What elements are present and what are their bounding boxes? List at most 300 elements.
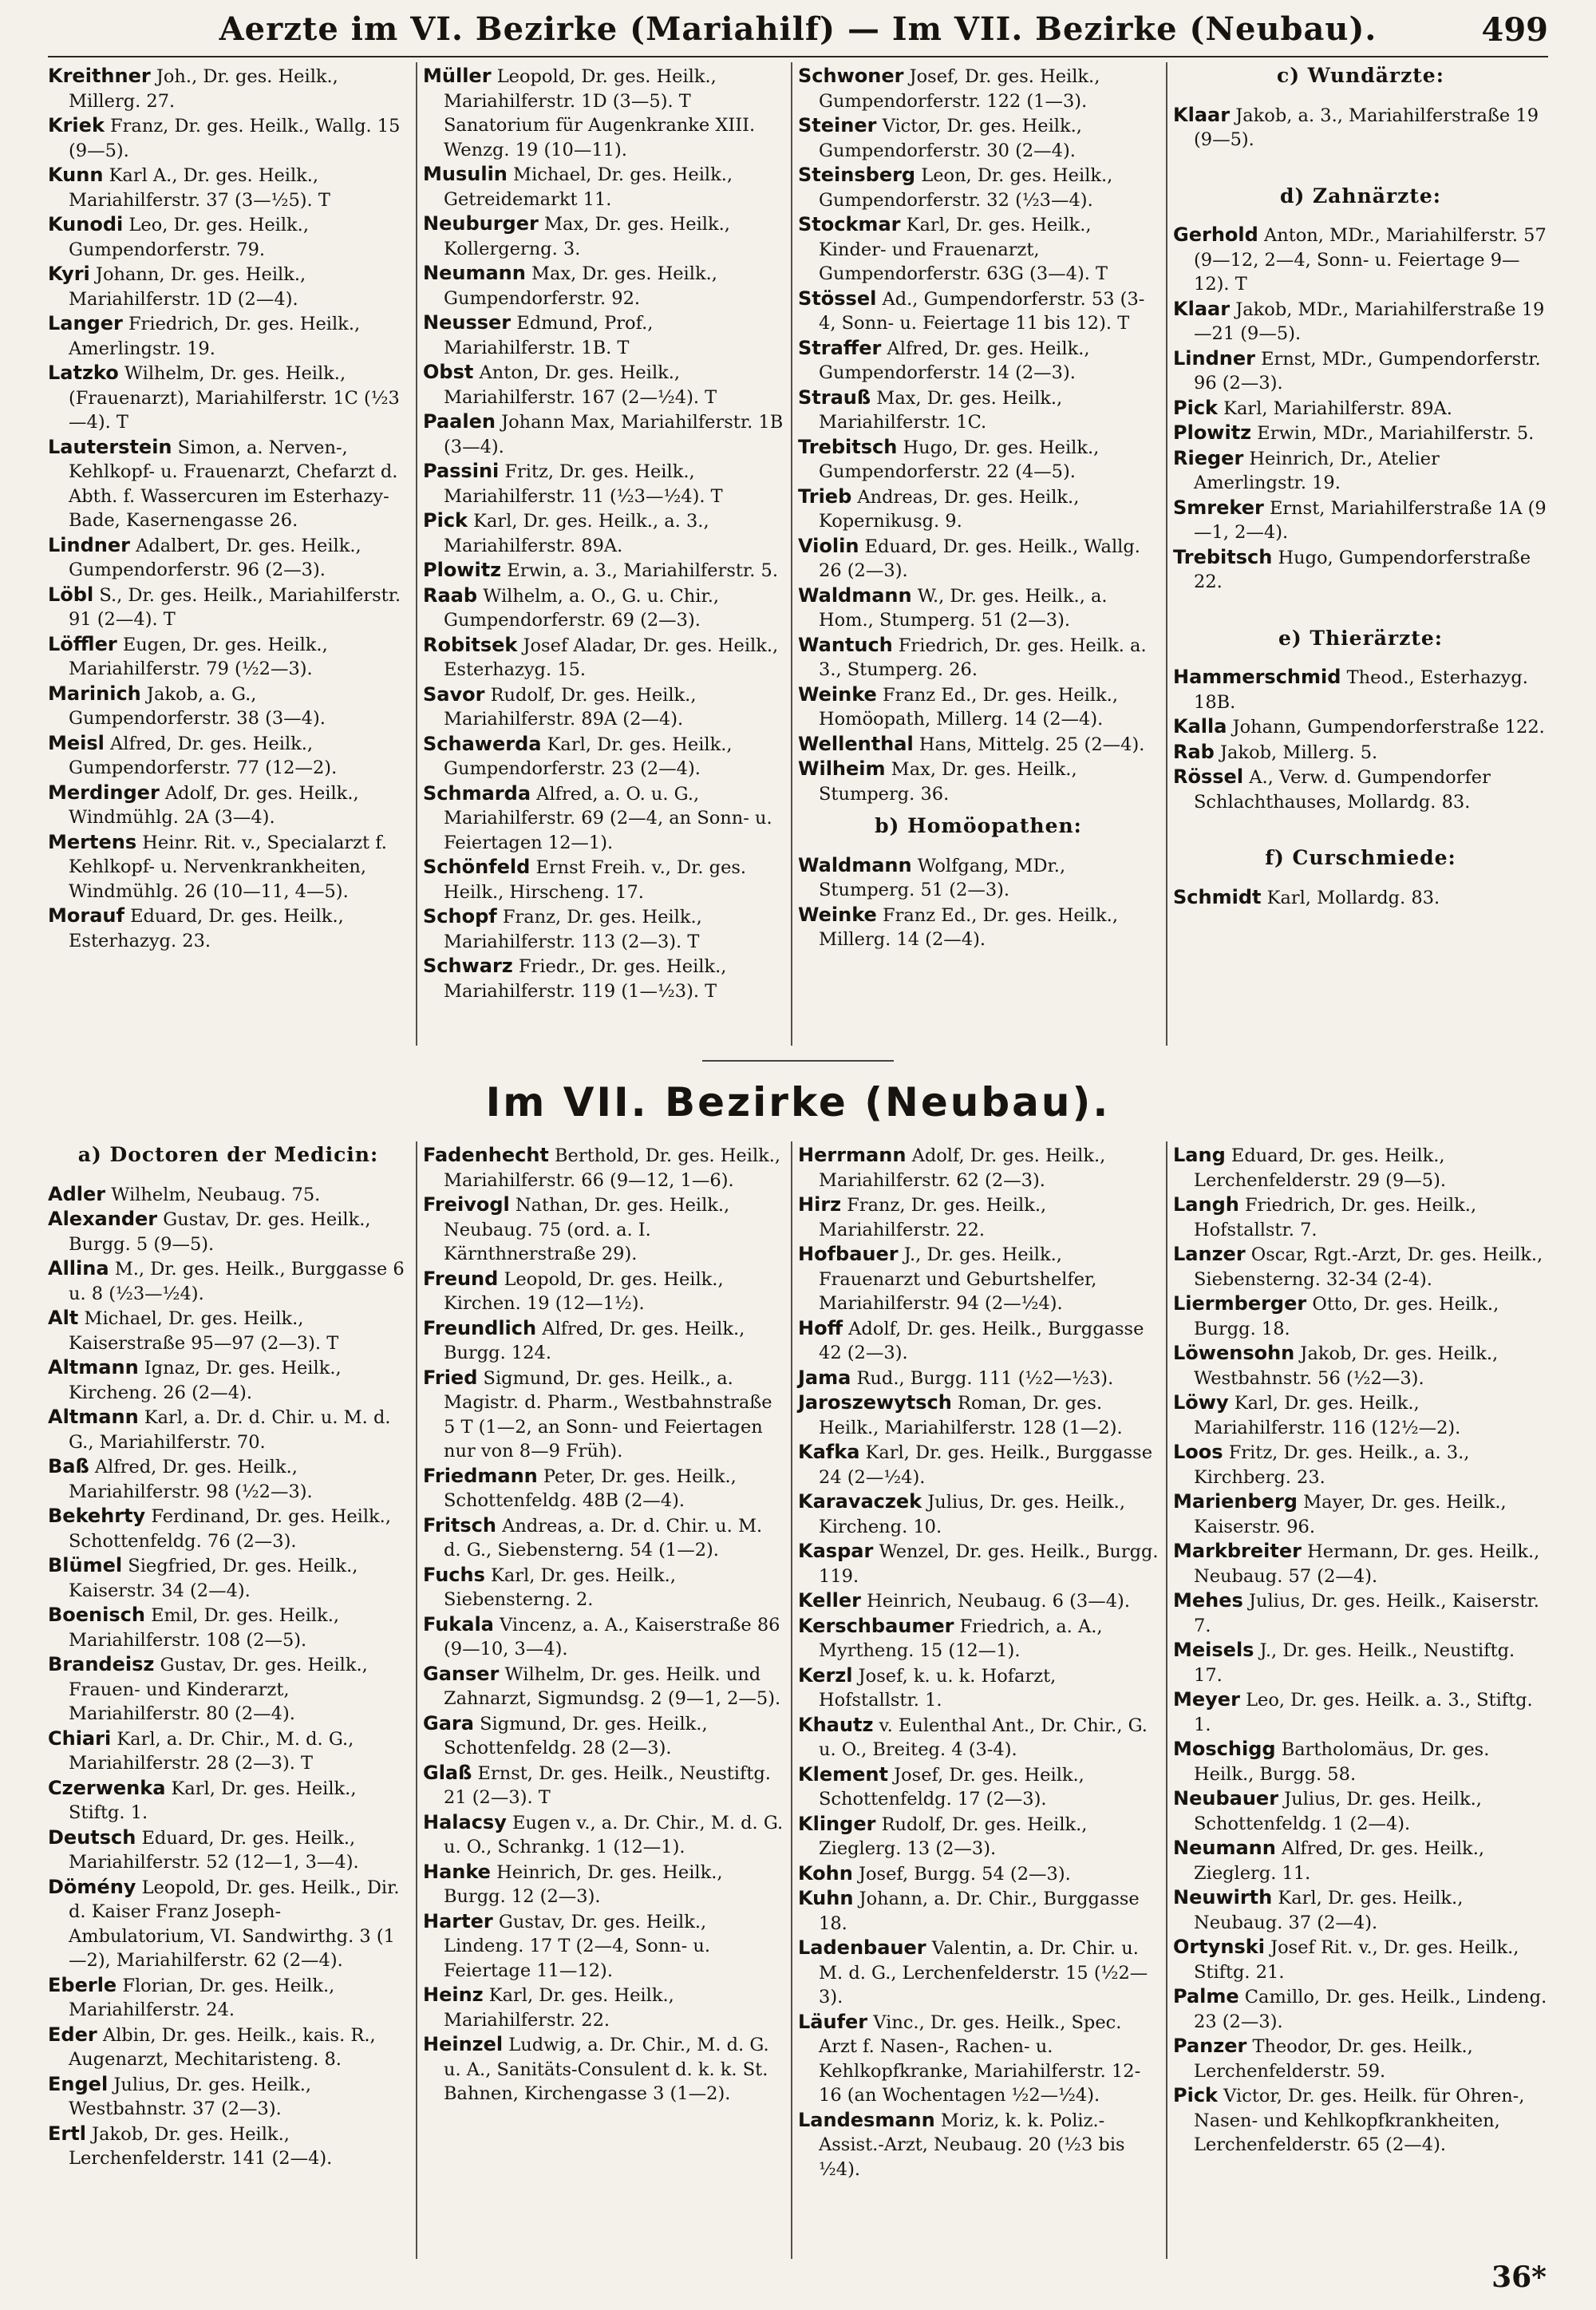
entry-details: Heinr. Rit. v., Specialarzt f. Kehlkopf- u. Nervenkrankheiten, Windmühlg. 26 (10—11, 4—5). — [69, 832, 387, 902]
directory-entry — [798, 534, 1159, 583]
entry-details: Ad., Gumpendorferstr. 53 (3-4, Sonn- u. Feiertage 11 bis 12). T — [819, 288, 1145, 334]
directory-entry — [1173, 1341, 1548, 1390]
entry-surname: Lanzer — [1173, 1243, 1246, 1265]
entry-details: Julius, Dr. ges. Heilk., Westbahnstr. 37 (2—3). — [69, 2074, 312, 2119]
entry-surname: Hammerschmid — [1173, 666, 1341, 688]
directory-entry — [1173, 103, 1548, 152]
entry-details: Eduard, Dr. ges. Heilk., Mariahilferstr. 52 (12—1, 3—4). — [69, 1827, 359, 1873]
top-column-3-list — [798, 64, 1159, 806]
entry-details: Jakob, a. 3., Mariahilferstraße 19 (9—5). — [1194, 105, 1539, 150]
directory-entry — [798, 485, 1159, 534]
directory-entry — [48, 311, 409, 361]
entry-details: Max, Dr. ges. Heilk., Gumpendorferstr. 92. — [444, 263, 717, 309]
entry-details: S., Dr. ges. Heilk., Mariahilferstr. 91 (2—4). T — [69, 584, 401, 630]
entry-details: Karl, Dr. ges. Heilk., Gumpendorferstr. 23 (2—4). — [444, 734, 733, 779]
entry-surname: Lindner — [1173, 346, 1255, 370]
directory-entry — [798, 853, 1159, 903]
entry-surname: Engel — [48, 2072, 109, 2095]
entry-surname: Schawerda — [423, 732, 542, 755]
directory-entry — [48, 2023, 409, 2072]
entry-surname: Klaar — [1173, 297, 1231, 320]
entry-details: Josef, Dr. ges. Heilk., Gumpendorferstr. 122 (1—3). — [819, 66, 1100, 112]
directory-entry — [423, 459, 784, 508]
entry-details: W., Dr. ges. Heilk., a. Hom., Stumperg. 51 (2—3). — [819, 585, 1108, 631]
directory-entry — [798, 1242, 1159, 1316]
entry-details: Leopold, Dr. ges. Heilk., Dir. d. Kaiser Franz Joseph-Ambulatorium, VI. Sandwirthg. 3 (1—2), Mariahilferstr. 62 (2—4). — [69, 1877, 400, 1971]
entry-details: Josef, k. u. k. Hofarzt, Hofstallstr. 1. — [819, 1665, 1057, 1711]
zahnaerzte-list — [1173, 223, 1548, 595]
entry-details: Ernst, MDr., Gumpendorferstr. 96 (2—3). — [1194, 348, 1541, 394]
entry-surname: Eberle — [48, 1973, 117, 1996]
directory-entry — [48, 1825, 409, 1875]
directory-entry — [798, 64, 1159, 113]
directory-entry — [798, 1390, 1159, 1440]
directory-entry — [48, 1652, 409, 1727]
directory-entry — [798, 682, 1159, 732]
directory-entry — [423, 1366, 784, 1464]
directory-entry — [1173, 1539, 1548, 1588]
entry-surname: Mertens — [48, 830, 137, 853]
entry-details: Johann, Dr. ges. Heilk., Mariahilferstr. 1D (2—4). — [69, 264, 306, 310]
entry-details: Wolfgang, MDr., Stumperg. 51 (2—3). — [819, 855, 1066, 900]
entry-details: Vinc., Dr. ges. Heilk., Spec. Arzt f. Nasen-, Rachen- u. Kehlkopfkranke, Mariahilferstr. 12-16 (an Wochentagen ½2—½4). — [819, 2011, 1141, 2106]
directory-entry — [48, 830, 409, 904]
directory-entry — [1173, 1737, 1548, 1786]
entry-details: Heinrich, Dr. ges. Heilk., Burgg. 12 (2—3). — [444, 1861, 723, 1907]
directory-entry — [798, 1812, 1159, 1861]
directory-entry — [1173, 1193, 1548, 1242]
directory-entry — [798, 1489, 1159, 1539]
directory-entry — [423, 1909, 784, 1984]
entry-details: Gustav, Dr. ges. Heilk., Lindeng. 17 T (2—4, Sonn- u. Feiertage 11—12). — [444, 1911, 711, 1981]
entry-surname: Fuchs — [423, 1563, 485, 1586]
directory-entry — [798, 2108, 1159, 2182]
entry-surname: Khautz — [798, 1713, 874, 1736]
entry-details: Karl, Mollardg. 83. — [1261, 887, 1440, 908]
column-divider — [791, 1141, 792, 2259]
entry-details: Ernst, Dr. ges. Heilk., Neustiftg. 21 (2—3). T — [444, 1762, 771, 1808]
entry-details: J., Dr. ges. Heilk., Neustiftg. 17. — [1194, 1640, 1515, 1686]
entry-details: Nathan, Dr. ges. Heilk., Neubaug. 75 (ord. a. I. Kärnthnerstraße 29). — [444, 1195, 730, 1264]
directory-entry — [48, 113, 409, 163]
entry-surname: Schönfeld — [423, 856, 531, 878]
directory-entry — [48, 533, 409, 583]
entry-surname: Müller — [423, 65, 492, 87]
entry-details: Alfred, Dr. ges. Heilk., Gumpendorferstr. 14 (2—3). — [819, 338, 1090, 383]
running-head — [48, 5, 1548, 53]
entry-surname: Pick — [423, 509, 468, 532]
directory-entry — [48, 1256, 409, 1306]
directory-entry — [423, 1316, 784, 1366]
directory-entry — [1173, 446, 1548, 496]
directory-entry — [48, 163, 409, 212]
entry-details: Eugen v., a. Dr. Chir., M. d. G. u. O., Schrankg. 1 (12—1). — [444, 1812, 784, 1857]
entry-details: Florian, Dr. ges. Heilk., Mariahilferstr. 24. — [69, 1975, 335, 2020]
directory-entry — [798, 163, 1159, 212]
directory-entry — [423, 1761, 784, 1810]
entry-details: Eugen, Dr. ges. Heilk., Mariahilferstr. 79 (½2—3). — [69, 634, 328, 679]
entry-surname: Steiner — [798, 114, 877, 136]
entry-details: Siegfried, Dr. ges. Heilk., Kaiserstr. 34 (2—4). — [69, 1556, 358, 1601]
directory-entry — [798, 113, 1159, 163]
directory-entry — [1173, 1143, 1548, 1193]
directory-entry — [1173, 714, 1548, 740]
directory-entry — [1173, 396, 1548, 421]
entry-details: Michael, Dr. ges. Heilk., Getreidemarkt 11. — [444, 164, 733, 210]
entry-surname: Paalen — [423, 410, 496, 433]
entry-details: Wilhelm, a. O., G. u. Chir., Gumpendorferstr. 69 (2—3). — [444, 585, 720, 631]
entry-surname: Freund — [423, 1267, 499, 1290]
directory-entry — [1173, 1687, 1548, 1737]
entry-details: Eduard, Dr. ges. Heilk., Esterhazyg. 23. — [69, 906, 344, 951]
entry-surname: Klaar — [1173, 103, 1231, 126]
entry-surname: Liermberger — [1173, 1292, 1307, 1315]
directory-entry — [798, 336, 1159, 386]
entry-surname: Kohn — [798, 1861, 853, 1885]
entry-details: Victor, Dr. ges. Heilk. für Ohren-, Nasen- und Kehlkopfkrankheiten, Lerchenfelderstr. 65 (2—4). — [1194, 2086, 1525, 2155]
directory-entry — [798, 732, 1159, 757]
directory-entry — [423, 855, 784, 904]
entry-surname: Rössel — [1173, 765, 1244, 788]
directory-entry — [1173, 1489, 1548, 1539]
entry-surname: Rab — [1173, 740, 1215, 763]
directory-entry — [798, 1936, 1159, 2010]
entry-surname: Ertl — [48, 2122, 86, 2145]
entry-surname: Lauterstein — [48, 435, 172, 458]
entry-surname: Schmarda — [423, 781, 531, 805]
column-divider — [416, 1141, 417, 2259]
entry-surname: Ortynski — [1173, 1936, 1265, 1958]
directory-entry — [1173, 1786, 1548, 1836]
entry-surname: Langh — [1173, 1193, 1239, 1216]
directory-entry — [423, 1860, 784, 1909]
entry-surname: Wilheim — [798, 757, 886, 780]
directory-entry — [423, 781, 784, 856]
directory-entry — [423, 1143, 784, 1193]
entry-details: Heinrich, Neubaug. 6 (3—4). — [861, 1591, 1130, 1612]
directory-entry — [798, 1886, 1159, 1936]
directory-entry — [48, 2122, 409, 2171]
directory-entry — [423, 261, 784, 311]
directory-entry — [1173, 1935, 1548, 1984]
directory-entry — [798, 1440, 1159, 1489]
entry-details: Alfred, Dr. ges. Heilk., Burgg. 124. — [444, 1318, 745, 1363]
directory-entry — [48, 682, 409, 731]
entry-surname: Landesmann — [798, 2108, 935, 2131]
entry-surname: Czerwenka — [48, 1776, 166, 1799]
entry-details: Adalbert, Dr. ges. Heilk., Gumpendorferstr. 96 (2—3). — [69, 535, 361, 580]
directory-entry — [423, 360, 784, 409]
entry-surname: Marinich — [48, 682, 141, 705]
directory-entry — [423, 508, 784, 558]
entry-details: Johann, a. Dr. Chir., Burggasse 18. — [819, 1889, 1140, 1934]
entry-details: Adolf, Dr. ges. Heilk., Burggasse 42 (2—3). — [819, 1318, 1144, 1363]
bottom-column-4 — [1173, 1143, 1548, 2158]
entry-details: Karl, Dr. ges. Heilk., Kinder- und Frauenarzt, Gumpendorferstr. 63G (3—4). T — [819, 215, 1108, 284]
entry-surname: Neumann — [423, 262, 526, 284]
directory-entry — [423, 162, 784, 212]
entry-details: Otto, Dr. ges. Heilk., Burgg. 18. — [1194, 1294, 1499, 1339]
entry-surname: Kriek — [48, 114, 105, 136]
entry-details: Hermann, Dr. ges. Heilk., Neubaug. 57 (2—4). — [1194, 1541, 1540, 1587]
entry-surname: Löbl — [48, 583, 94, 606]
entry-details: Theod., Esterhazyg. 18B. — [1194, 667, 1528, 713]
directory-entry — [423, 1464, 784, 1513]
entry-surname: Rieger — [1173, 446, 1244, 469]
entry-details: Leopold, Dr. ges. Heilk., Mariahilferstr. 1D (3—5). T Sanatorium für Augenkranke XIII. Wenzg. 19 (10—11). — [444, 66, 756, 160]
entry-surname: Fadenhecht — [423, 1144, 549, 1166]
entry-details: Anton, MDr., Mariahilferstr. 57 (9—12, 2—4, Sonn- u. Feiertage 9—12). T — [1194, 225, 1547, 295]
directory-entry — [423, 904, 784, 954]
directory-entry — [48, 731, 409, 781]
directory-entry — [48, 1454, 409, 1504]
entry-surname: Meyer — [1173, 1688, 1240, 1711]
entry-details: Karl, Dr. ges. Heilk., a. 3., Mariahilferstr. 89A. — [444, 511, 709, 556]
directory-entry — [798, 212, 1159, 287]
directory-entry — [423, 64, 784, 162]
entry-surname: Weinke — [798, 903, 877, 926]
wundaerzte-list — [1173, 103, 1548, 152]
entry-details: Jakob, a. G., Gumpendorferstr. 38 (3—4). — [69, 683, 326, 729]
entry-details: Leopold, Dr. ges. Heilk., Kirchen. 19 (12—1½). — [444, 1268, 724, 1314]
directory-entry — [1173, 1885, 1548, 1935]
entry-details: Victor, Dr. ges. Heilk., Gumpendorferstr. 30 (2—4). — [819, 116, 1082, 161]
entry-surname: Savor — [423, 682, 485, 706]
entry-surname: Waldmann — [798, 853, 912, 876]
directory-entry — [1173, 1390, 1548, 1440]
bottom-column-1 — [48, 1143, 409, 2171]
entry-surname: Loos — [1173, 1441, 1223, 1463]
directory-entry — [423, 732, 784, 781]
directory-entry — [48, 361, 409, 435]
directory-entry — [798, 583, 1159, 633]
entry-details: Friedrich, Dr. ges. Heilk., Hofstallstr. 7. — [1194, 1195, 1477, 1240]
entry-surname: Alt — [48, 1307, 79, 1329]
section-divider — [702, 1060, 894, 1062]
entry-surname: Obst — [423, 361, 474, 383]
entry-details: Erwin, a. 3., Mariahilferstr. 5. — [501, 560, 778, 581]
entry-surname: Bekehrty — [48, 1505, 146, 1527]
section-heading-zahnaerzte: d) Zahnärzte: — [1279, 184, 1442, 208]
directory-entry — [423, 558, 784, 583]
entry-details: Moriz, k. k. Poliz.-Assist.-Arzt, Neubaug. 20 (½3 bis ½4). — [819, 2110, 1125, 2180]
entry-surname: Boenisch — [48, 1604, 145, 1626]
entry-details: Rudolf, Dr. ges. Heilk., Mariahilferstr. 89A (2—4). — [444, 684, 697, 730]
entry-details: Hugo, Dr. ges. Heilk., Gumpendorferstr. 22 (4—5). — [819, 437, 1100, 482]
entry-surname: Neubauer — [1173, 1787, 1279, 1810]
entry-surname: Lang — [1173, 1144, 1226, 1166]
entry-surname: Löwensohn — [1173, 1342, 1295, 1364]
directory-entry — [423, 311, 784, 360]
entry-surname: Wellenthal — [798, 732, 914, 755]
homoeopathen-list — [798, 853, 1159, 952]
directory-entry — [1173, 2034, 1548, 2083]
section-heading-wundaerzte: c) Wundärzte: — [1277, 64, 1444, 87]
bottom-column-3 — [798, 1143, 1159, 2181]
entry-surname: Langer — [48, 312, 123, 334]
entry-details: Franz Ed., Dr. ges. Heilk., Homöopath, Millerg. 14 (2—4). — [819, 684, 1118, 730]
entry-surname: Fukala — [423, 1612, 494, 1636]
entry-details: Jakob, Dr. ges. Heilk., Lerchenfelderstr. 141 (2—4). — [69, 2123, 333, 2169]
entry-details: Jakob, Dr. ges. Heilk., Westbahnstr. 56 (½2—3). — [1194, 1343, 1499, 1389]
top-column-2 — [423, 64, 784, 1003]
entry-details: Jakob, MDr., Mariahilferstraße 19—21 (9—5). — [1194, 299, 1545, 344]
directory-entry — [1173, 1836, 1548, 1885]
entry-surname: Herrmann — [798, 1144, 907, 1166]
signature-mark: 36* — [1491, 2261, 1547, 2294]
entry-details: Heinrich, Dr., Atelier Amerlingstr. 19. — [1194, 448, 1440, 493]
entry-surname: Stockmar — [798, 213, 901, 235]
entry-surname: Heinzel — [423, 2033, 504, 2055]
entry-details: Wenzel, Dr. ges. Heilk., Burgg. 119. — [819, 1541, 1159, 1587]
entry-surname: Gara — [423, 1711, 474, 1734]
entry-details: Gustav, Dr. ges. Heilk., Burgg. 5 (9—5). — [69, 1209, 371, 1255]
directory-entry — [423, 1193, 784, 1267]
section-heading-curschmiede: f) Curschmiede: — [1265, 846, 1456, 869]
entry-details: Albin, Dr. ges. Heilk., kais. R., Augenarzt, Mechitaristeng. 8. — [69, 2024, 376, 2070]
directory-entry — [48, 583, 409, 632]
entry-details: Karl, Dr. ges. Heilk., Mariahilferstr. 22. — [444, 1985, 674, 2031]
directory-entry — [798, 1588, 1159, 1614]
page-number: 499 — [1481, 11, 1548, 49]
entry-details: Josef Aladar, Dr. ges. Heilk., Esterhazyg. 15. — [444, 635, 779, 680]
directory-entry — [48, 64, 409, 113]
top-column-4 — [1173, 64, 1548, 910]
entry-surname: Smreker — [1173, 496, 1264, 519]
directory-entry — [1173, 297, 1548, 346]
directory-entry — [48, 1603, 409, 1652]
entry-surname: Ladenbauer — [798, 1936, 926, 1959]
entry-surname: Ganser — [423, 1662, 500, 1685]
entry-details: Hans, Mittelg. 25 (2—4). — [913, 734, 1145, 755]
entry-surname: Palme — [1173, 1985, 1239, 2007]
entry-details: Friedrich, Dr. ges. Heilk. a. 3., Stumperg. 26. — [819, 635, 1147, 680]
entry-surname: Strauß — [798, 386, 871, 409]
entry-surname: Klement — [798, 1762, 888, 1786]
curschmiede-list — [1173, 885, 1548, 911]
directory-entry — [1173, 2083, 1548, 2158]
directory-entry — [1173, 545, 1548, 595]
entry-surname: Kerschbaumer — [798, 1614, 954, 1637]
entry-surname: Karavaczek — [798, 1490, 922, 1513]
entry-details: Alfred, Dr. ges. Heilk., Mariahilferstr. 98 (½2—3). — [69, 1457, 313, 1502]
entry-surname: Harter — [423, 1909, 493, 1932]
entry-surname: Halacsy — [423, 1810, 507, 1833]
directory-entry — [798, 287, 1159, 336]
column-divider — [791, 62, 792, 1046]
entry-surname: Trebitsch — [1173, 545, 1273, 568]
directory-entry — [48, 781, 409, 830]
entry-surname: Trieb — [798, 485, 852, 508]
directory-entry — [48, 2072, 409, 2122]
entry-surname: Allina — [48, 1257, 109, 1280]
entry-surname: Moschigg — [1173, 1738, 1276, 1760]
entry-surname: Kunodi — [48, 213, 124, 235]
column-divider — [416, 62, 417, 1046]
entry-details: Alfred, Dr. ges. Heilk., Gumpendorferstr. 77 (12—2). — [69, 733, 338, 778]
entry-details: M., Dr. ges. Heilk., Burggasse 6 u. 8 (½3—½4). — [69, 1259, 405, 1304]
directory-entry — [798, 2010, 1159, 2108]
entry-details: Karl, Dr. ges. Heilk., Stiftg. 1. — [69, 1778, 357, 1823]
entry-details: Max, Dr. ges. Heilk., Stumperg. 36. — [819, 759, 1077, 805]
entry-surname: Mehes — [1173, 1589, 1243, 1612]
directory-entry — [1173, 1638, 1548, 1687]
entry-surname: Dömény — [48, 1875, 136, 1898]
directory-entry — [48, 1553, 409, 1603]
entry-surname: Trebitsch — [798, 435, 898, 458]
entry-surname: Hoff — [798, 1316, 843, 1339]
entry-details: Josef, Burgg. 54 (2—3). — [852, 1863, 1071, 1885]
directory-entry — [48, 1727, 409, 1776]
directory-entry — [423, 682, 784, 732]
directory-entry — [48, 435, 409, 533]
entry-details: Michael, Dr. ges. Heilk., Kaiserstraße 95—97 (2—3). T — [69, 1308, 339, 1354]
entry-details: Fritz, Dr. ges. Heilk., a. 3., Kirchberg. 23. — [1194, 1442, 1470, 1488]
entry-surname: Baß — [48, 1455, 89, 1477]
entry-surname: Passini — [423, 460, 500, 482]
entry-details: Alfred, Dr. ges. Heilk., Zieglerg. 11. — [1194, 1838, 1484, 1884]
thieraerzte-list — [1173, 665, 1548, 814]
doctoren-list-1 — [48, 1182, 409, 2171]
entry-details: Julius, Dr. ges. Heilk., Kaiserstr. 7. — [1194, 1591, 1539, 1636]
directory-entry — [798, 1193, 1159, 1242]
entry-details: Wilhelm, Neubaug. 75. — [105, 1184, 321, 1205]
entry-details: Josef, Dr. ges. Heilk., Schottenfeldg. 17 (2—3). — [819, 1764, 1084, 1810]
entry-surname: Fried — [423, 1366, 478, 1389]
entry-details: Bartholomäus, Dr. ges. Heilk., Burgg. 58. — [1194, 1739, 1490, 1785]
entry-surname: Fritsch — [423, 1513, 496, 1537]
directory-entry — [423, 409, 784, 459]
entry-details: Friedr., Dr. ges. Heilk., Mariahilferstr. 119 (1—½3). T — [444, 956, 727, 1002]
entry-details: v. Eulenthal Ant., Dr. Chir., G. u. O., Breiteg. 4 (3-4). — [819, 1715, 1148, 1760]
entry-details: Max, Dr. ges. Heilk., Mariahilferstr. 1C. — [819, 387, 1063, 433]
entry-surname: Plowitz — [423, 559, 502, 581]
directory-entry — [798, 1539, 1159, 1588]
entry-details: Friedrich, Dr. ges. Heilk., Amerlingstr. 19. — [69, 314, 361, 359]
directory-entry — [1173, 1291, 1548, 1341]
entry-surname: Markbreiter — [1173, 1540, 1302, 1562]
directory-entry — [798, 386, 1159, 435]
entry-details: A., Verw. d. Gumpendorfer Schlachthauses, Mollardg. 83. — [1194, 767, 1491, 813]
entry-details: Eduard, Dr. ges. Heilk., Wallg. 26 (2—3). — [819, 536, 1140, 581]
directory-entry — [1173, 740, 1548, 765]
entry-surname: Plowitz — [1173, 421, 1252, 444]
entry-details: Berthold, Dr. ges. Heilk., Mariahilferstr. 66 (9—12, 1—6). — [444, 1145, 781, 1191]
entry-surname: Neuwirth — [1173, 1886, 1273, 1909]
entry-surname: Stössel — [798, 287, 877, 310]
entry-surname: Neuburger — [423, 212, 539, 235]
entry-surname: Schwoner — [798, 65, 904, 87]
entry-details: Valentin, a. Dr. Chir. u. M. d. G., Lerchenfelderstr. 15 (½2—3). — [819, 1938, 1148, 2007]
entry-surname: Neumann — [1173, 1837, 1276, 1859]
directory-entry — [423, 583, 784, 633]
entry-details: Oscar, Rgt.-Arzt, Dr. ges. Heilk., Siebensterng. 32-34 (2-4). — [1194, 1244, 1543, 1290]
directory-entry — [798, 757, 1159, 806]
entry-surname: Meisl — [48, 731, 105, 754]
entry-details: Franz, Dr. ges. Heilk., Mariahilferstr. 113 (2—3). T — [444, 907, 702, 952]
entry-details: Ignaz, Dr. ges. Heilk., Kircheng. 26 (2—4). — [69, 1358, 342, 1403]
entry-surname: Pick — [1173, 2084, 1219, 2106]
entry-surname: Hirz — [798, 1193, 842, 1216]
entry-details: Eduard, Dr. ges. Heilk., Lerchenfelderstr. 29 (9—5). — [1194, 1145, 1447, 1191]
directory-entry — [48, 1405, 409, 1454]
entry-surname: Freundlich — [423, 1316, 537, 1339]
entry-details: Adolf, Dr. ges. Heilk., Mariahilferstr. 62 (2—3). — [819, 1145, 1106, 1191]
entry-surname: Musulin — [423, 163, 508, 185]
entry-surname: Jaroszewytsch — [798, 1391, 952, 1414]
section-heading-thieraerzte: e) Thierärzte: — [1278, 626, 1444, 650]
directory-entry — [423, 212, 784, 261]
